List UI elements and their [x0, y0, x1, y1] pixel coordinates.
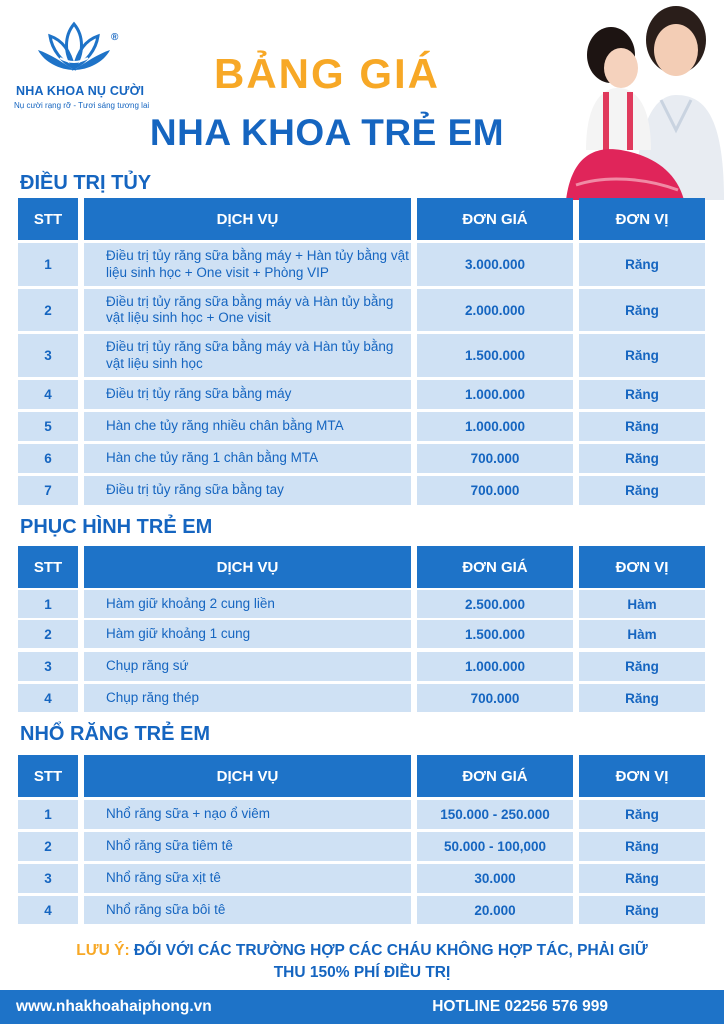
- table-row-unit: Răng: [579, 444, 705, 473]
- col-header-price: ĐƠN GIÁ: [417, 755, 573, 797]
- table-row-unit: Răng: [579, 800, 705, 829]
- col-header-price: ĐƠN GIÁ: [417, 546, 573, 588]
- table-row-unit: Răng: [579, 243, 705, 286]
- note-text: [0, 940, 724, 983]
- table-row-unit: Răng: [579, 380, 705, 409]
- table-row-price: 1.000.000: [417, 652, 573, 681]
- col-header-unit: ĐƠN VỊ: [579, 198, 705, 240]
- table-row-unit: Hàm: [579, 620, 705, 648]
- page-subtitle: NHA KHOA TRẺ EM: [149, 112, 505, 153]
- registered-mark: ®: [111, 32, 119, 43]
- table-row-service: Chụp răng thép: [84, 684, 411, 712]
- brand-name: NHA KHOA NỤ CƯỜI: [16, 84, 145, 98]
- col-header-unit: ĐƠN VỊ: [579, 755, 705, 797]
- table-row-stt: 4: [18, 896, 78, 924]
- table-row-stt: 2: [18, 289, 78, 331]
- col-header-stt: STT: [18, 546, 78, 588]
- table-row-price: 2.000.000: [417, 289, 573, 331]
- col-header-unit: ĐƠN VỊ: [579, 546, 705, 588]
- table-row-stt: 7: [18, 476, 78, 505]
- table-row-stt: 3: [18, 652, 78, 681]
- table-row-unit: Răng: [579, 832, 705, 861]
- table-row-service: Nhổ răng sữa + nạo ổ viêm: [84, 800, 411, 829]
- col-header-service: DỊCH VỤ: [84, 755, 411, 797]
- mother-child-photo: [566, 0, 724, 200]
- table-row-price: 20.000: [417, 896, 573, 924]
- table-row-price: 3.000.000: [417, 243, 573, 286]
- table-row-price: 150.000 - 250.000: [417, 800, 573, 829]
- table-row-service: Điều trị tủy răng sữa bằng máy + Hàn tủy bằng vật liệu sinh học + One visit + Phòng VIP: [84, 243, 411, 286]
- note-line1: ĐỐI VỚI CÁC TRƯỜNG HỢP CÁC CHÁU KHÔNG HỢP TÁC, PHẢI GIỮ: [133, 942, 648, 959]
- col-header-service: DỊCH VỤ: [84, 198, 411, 240]
- table-row-unit: Răng: [579, 864, 705, 893]
- table-row-unit: Hàm: [579, 590, 705, 618]
- table-row-service: Nhổ răng sữa bôi tê: [84, 896, 411, 924]
- table-row-stt: 1: [18, 800, 78, 829]
- table-row-stt: 2: [18, 620, 78, 648]
- table-row-unit: Răng: [579, 289, 705, 331]
- table-row-unit: Răng: [579, 896, 705, 924]
- table-row-unit: Răng: [579, 652, 705, 681]
- table-row-service: Nhổ răng sữa xịt tê: [84, 864, 411, 893]
- page-title: BẢNG GIÁ: [214, 50, 440, 97]
- table-row-service: Điều trị tủy răng sữa bằng tay: [84, 476, 411, 505]
- table-row-service: Hàn che tủy răng 1 chân bằng MTA: [84, 444, 411, 473]
- table-row-service: Hàn che tủy răng nhiều chân bằng MTA: [84, 412, 411, 441]
- note-line2: THU 150% PHÍ ĐIỀU TRỊ: [273, 963, 451, 981]
- table-row-service: Hàm giữ khoảng 1 cung: [84, 620, 411, 648]
- table-row-stt: 3: [18, 864, 78, 893]
- table-row-stt: 6: [18, 444, 78, 473]
- table-row-price: 1.000.000: [417, 412, 573, 441]
- table-row-price: 700.000: [417, 684, 573, 712]
- brand-slogan: Nụ cười rạng rỡ - Tươi sáng tương lai: [14, 101, 150, 110]
- col-header-stt: STT: [18, 198, 78, 240]
- table-row-price: 1.000.000: [417, 380, 573, 409]
- table-row-service: Chụp răng sứ: [84, 652, 411, 681]
- table-row-price: 30.000: [417, 864, 573, 893]
- table-row-stt: 1: [18, 243, 78, 286]
- table-row-price: 1.500.000: [417, 334, 573, 377]
- section-title-root-canal: ĐIỀU TRỊ TỦY: [20, 172, 152, 194]
- col-header-price: ĐƠN GIÁ: [417, 198, 573, 240]
- table-row-price: 1.500.000: [417, 620, 573, 648]
- table-row-price: 700.000: [417, 476, 573, 505]
- table-row-service: Điều trị tủy răng sữa bằng máy: [84, 380, 411, 409]
- table-row-stt: 2: [18, 832, 78, 861]
- col-header-stt: STT: [18, 755, 78, 797]
- note-label: LƯU Ý:: [76, 942, 130, 959]
- table-row-service: Điều trị tủy răng sữa bằng máy và Hàn tủy bằng vật liệu sinh học + One visit: [84, 289, 411, 331]
- table-row-service: Nhổ răng sữa tiêm tê: [84, 832, 411, 861]
- website-link[interactable]: www.nhakhoahaiphong.vn: [16, 998, 212, 1015]
- table-row-unit: Răng: [579, 334, 705, 377]
- table-row-unit: Răng: [579, 476, 705, 505]
- table-row-stt: 4: [18, 684, 78, 712]
- table-row-unit: Răng: [579, 412, 705, 441]
- table-row-price: 2.500.000: [417, 590, 573, 618]
- hotline[interactable]: HOTLINE 02256 576 999: [432, 998, 608, 1015]
- table-row-stt: 3: [18, 334, 78, 377]
- section-title-extraction: NHỔ RĂNG TRẺ EM: [20, 723, 210, 745]
- table-row-price: 700.000: [417, 444, 573, 473]
- table-row-stt: 1: [18, 590, 78, 618]
- col-header-service: DỊCH VỤ: [84, 546, 411, 588]
- section-title-prosthetics: PHỤC HÌNH TRẺ EM: [20, 516, 213, 538]
- table-row-service: Hàm giữ khoảng 2 cung liền: [84, 590, 411, 618]
- table-row-stt: 4: [18, 380, 78, 409]
- table-row-stt: 5: [18, 412, 78, 441]
- table-row-service: Điều trị tủy răng sữa bằng máy và Hàn tủy bằng vật liệu sinh học: [84, 334, 411, 377]
- table-row-price: 50.000 - 100,000: [417, 832, 573, 861]
- table-row-unit: Răng: [579, 684, 705, 712]
- footer-bar: [0, 990, 724, 1024]
